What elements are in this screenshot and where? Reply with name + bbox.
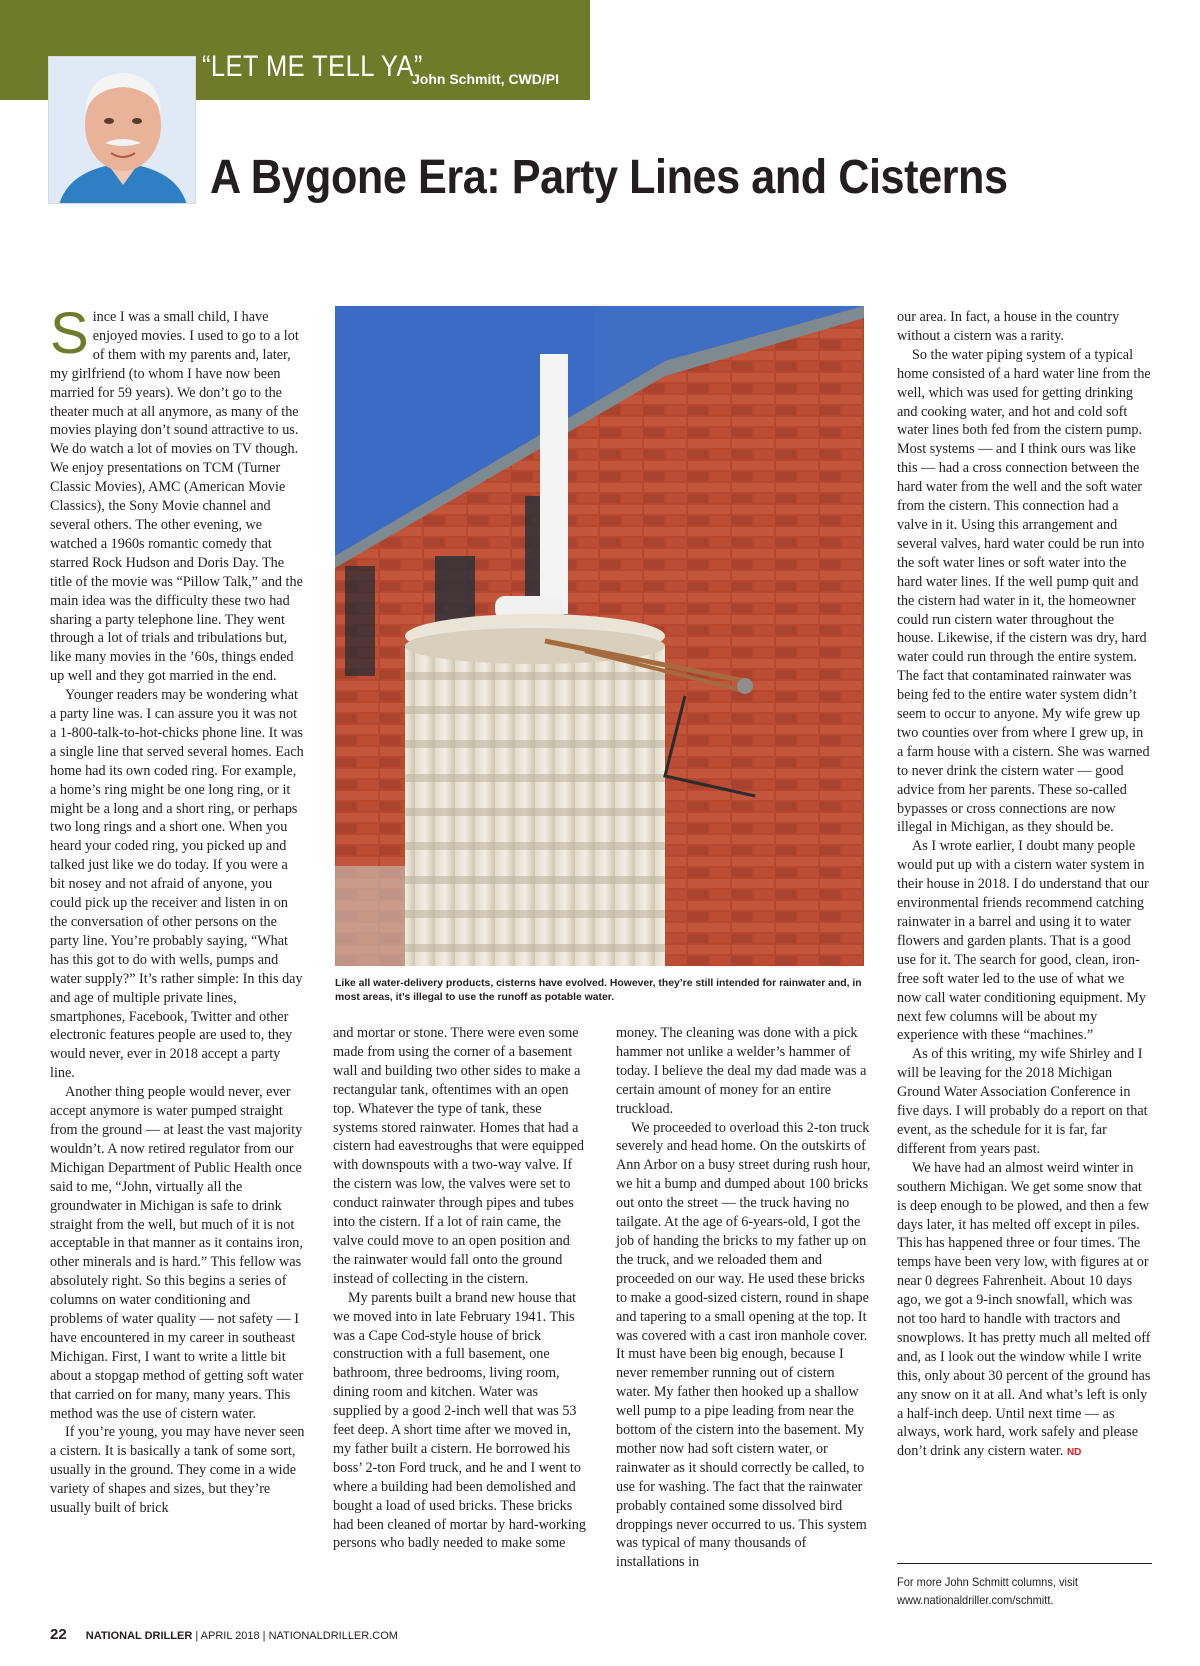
- article-column-4: [897, 308, 1152, 1463]
- paragraph: Younger readers may be wondering what a party line was. I can assure you it was not a 1-800-talk-to-hot-chicks phone line. It was a single line that served several homes. Each home had its own coded ring. For example, a home’s ring might be one long ring, or it might be a long and a short ring, or perhaps two long rings and a short one. When you heard your coded ring, you picked up and talked just like we do today. If you were a bit nosey and not afraid of anyone, you could pick up the receiver and listen in on the conversation of other persons on the party line. You’re probably saying, “What has this got to do with wells, pumps and water supply?” It’s rather simple: In this day and age of multiple private lines, smartphones, Facebook, Twitter and other electronic features people are used to, they would never, ever in 2018 accept a party line.: [50, 687, 304, 1082]
- column-kicker: “LET ME TELL YA”: [202, 50, 423, 83]
- magazine-name: NATIONAL DRILLER: [85, 1630, 193, 1642]
- author-photo: [48, 56, 196, 204]
- paragraph: So the water piping system of a typical home consisted of a hard water line from the well, which was used for getting drinking and cooking water, and hot and cold soft water lines both fed from the cistern pump. Most systems — and I think ours was like this — had a cross connection between the hard water from the well and the soft water from the cistern. This connection had a valve in it. Using this arrangement and several valves, hard water could be run into the soft water lines or soft water into the hard water lines. If the well pump quit and the cistern had water in it, the homeowner could run cistern water throughout the house. Likewise, if the cistern was dry, hard water could run through the entire system. The fact that contaminated rainwater was being fed to the entire water system didn’t seem to occur to anyone. My wife grew up two counties over from where I grew up, in a farm house with a cistern. She was warned to never drink the cistern water — good advice from her parents. These so-called bypasses or cross connections are now illegal in Michigan, as they should be.: [897, 346, 1151, 836]
- article-column-3: [616, 1024, 871, 1572]
- drop-cap: S: [50, 301, 89, 366]
- more-columns-note: For more John Schmitt columns, visit www.nationaldriller.com/schmitt.: [897, 1575, 1078, 1607]
- page-number: 22: [50, 1626, 67, 1643]
- article-column-1: [50, 301, 305, 1518]
- website-link[interactable]: NATIONALDRILLER.COM: [268, 1630, 398, 1642]
- paragraph: As I wrote earlier, I doubt many people would put up with a cistern water system in their house in 2018. I do understand that our environmental friends recommend catching rainwater in a barrel and using it to water flowers and garden plants. That is a good use for it. The search for good, clean, iron-free soft water led to the use of what we now call water conditioning equipment. My next few columns will be about my experience with these “machines.”: [897, 838, 1149, 1044]
- paragraph: My parents built a brand new house that we moved into in late February 1941. This was a Cape Cod-style house of brick construction with a full basement, one bathroom, three bedrooms, living room, dining room and kitchen. Water was supplied by a good 2-inch well that was 53 feet deep. A short time after we moved in, my father built a cistern. He borrowed his boss’ 2-ton Ford truck, and he and I went to where a building had been demolished and bought a load of used bricks. These bricks had been cleaned of mortar by hard-working persons who badly needed to make some: [333, 1289, 586, 1552]
- divider: [897, 1563, 1152, 1564]
- author-byline: John Schmitt, CWD/PI: [412, 71, 559, 87]
- paragraph: We have had an almost weird winter in southern Michigan. We get some snow that is deep enough to be plowed, and then a few days later, it has melted off except in piles. This has happened three or four times. The temps have been very low, with figures at or near 0 degrees Fahrenheit. About 10 days ago, we got a 9-inch snowfall, which was not too hard to handle with tractors and snowplows. It has pretty much all melted off and, as I look out the window while I write this, only about 30 percent of the ground has any snow on it at all. And what’s left is only a half-inch deep. Until next time — as always, work hard, work safely and please don’t drink any cistern water. ND: [897, 1159, 1151, 1460]
- cistern-photo: [335, 306, 864, 966]
- paragraph: Another thing people would never, ever accept anymore is water pumped straight from the ground — at least the vast majority wouldn’t. A now retired regulator from our Michigan Department of Public Health once said to me, “John, virtually all the groundwater in Michigan is safe to drink straight from the well, but much of it is not acceptable in that manner as it contains iron, other minerals and is hard.” This fellow was absolutely right. So this begins a series of columns on water conditioning and problems of water quality — not safety — I have encountered in my career in southeast Michigan. First, I want to write a little bit about a stopgap method of getting soft water that carried on for many, many years. This method was the use of cistern water.: [50, 1084, 304, 1422]
- paragraph: Since I was a small child, I have enjoyed movies. I used to go to a lot of them with my parents and, later, my girlfriend (to whom I have now been married for 59 years). We don’t go to the theater much at all anymore, as many of the movies playing don’t sound attractive to us. We do watch a lot of movies on TV though. We enjoy presentations on TCM (Turner Classic Movies), AMC (American Movie Classics), the Sony Movie channel and several others. The other evening, we watched a 1960s romantic comedy that starred Rock Hudson and Doris Day. The title of the movie was “Pillow Talk,” and the main idea was the difficulty these two had sharing a party telephone line. They went through a lot of trials and tribulations but, like many movies in the ’60s, things ended up well and they got married in the end.: [50, 301, 303, 685]
- paragraph: and mortar or stone. There were even some made from using the corner of a basement wall and building two other sides to make a rectangular tank, oftentimes with an open top. Whatever the type of tank, these systems stored rainwater. Homes that had a cistern had eavestroughs that were equipped with downspouts with a two-way valve. If the cistern was low, the valves were set to conduct rainwater through pipes and tubes into the cistern. If a lot of rain came, the valve could move to an open position and the rainwater would fall onto the ground instead of collecting in the cistern.: [333, 1025, 584, 1287]
- article-headline: A Bygone Era: Party Lines and Cisterns: [210, 151, 1008, 204]
- paragraph: money. The cleaning was done with a pick hammer not unlike a welder’s hammer of today. I believe the deal my dad made was a certain amount of money for an entire truckload.: [616, 1025, 867, 1117]
- page-footer: [50, 1626, 398, 1643]
- paragraph: We proceeded to overload this 2-ton truck severely and head home. On the outskirts of Ann Arbor on a busy street during rush hour, we hit a bump and dumped about 100 bricks out onto the street — the truck having no tailgate. At the age of 6-years-old, I got the job of handing the bricks to my father up on the truck, and we reloaded them and proceeded on our way. He used these bricks to make a good-sized cistern, round in shape and tapering to a small opening at the top. It was covered with a cast iron manhole cover. It must have been big enough, because I never remember running out of cistern water. My father then hooked up a shallow well pump to a pipe leading from near the bottom of the cistern into the basement. My mother now had soft cistern water, or rainwater as it should correctly be called, to use for washing. The fact that the rainwater probably contained some dissolved bird droppings never occurred to us. This system was typical of many thousands of installations in: [616, 1119, 871, 1571]
- paragraph: As of this writing, my wife Shirley and I will be leaving for the 2018 Michigan Ground Water Association Conference in five days. I will probably do a report on that event, as the schedule for it is far, far different from years past.: [897, 1046, 1148, 1157]
- paragraph: our area. In fact, a house in the country without a cistern was a rarity.: [897, 309, 1120, 344]
- issue-date: APRIL 2018: [200, 1630, 260, 1642]
- photo-caption: Like all water-delivery products, cisterns have evolved. However, they’re still intended for rainwater and, in most areas, it’s illegal to use the runoff as potable water.: [335, 978, 862, 1003]
- footer-separator: |: [262, 1630, 266, 1642]
- article-column-2: [333, 1024, 588, 1553]
- end-mark: ND: [1066, 1447, 1082, 1459]
- footer-separator: |: [195, 1630, 199, 1642]
- paragraph: If you’re young, you may have never seen a cistern. It is basically a tank of some sort, usually in the ground. They come in a wide variety of shapes and sizes, but they’re usually built of brick: [50, 1424, 305, 1517]
